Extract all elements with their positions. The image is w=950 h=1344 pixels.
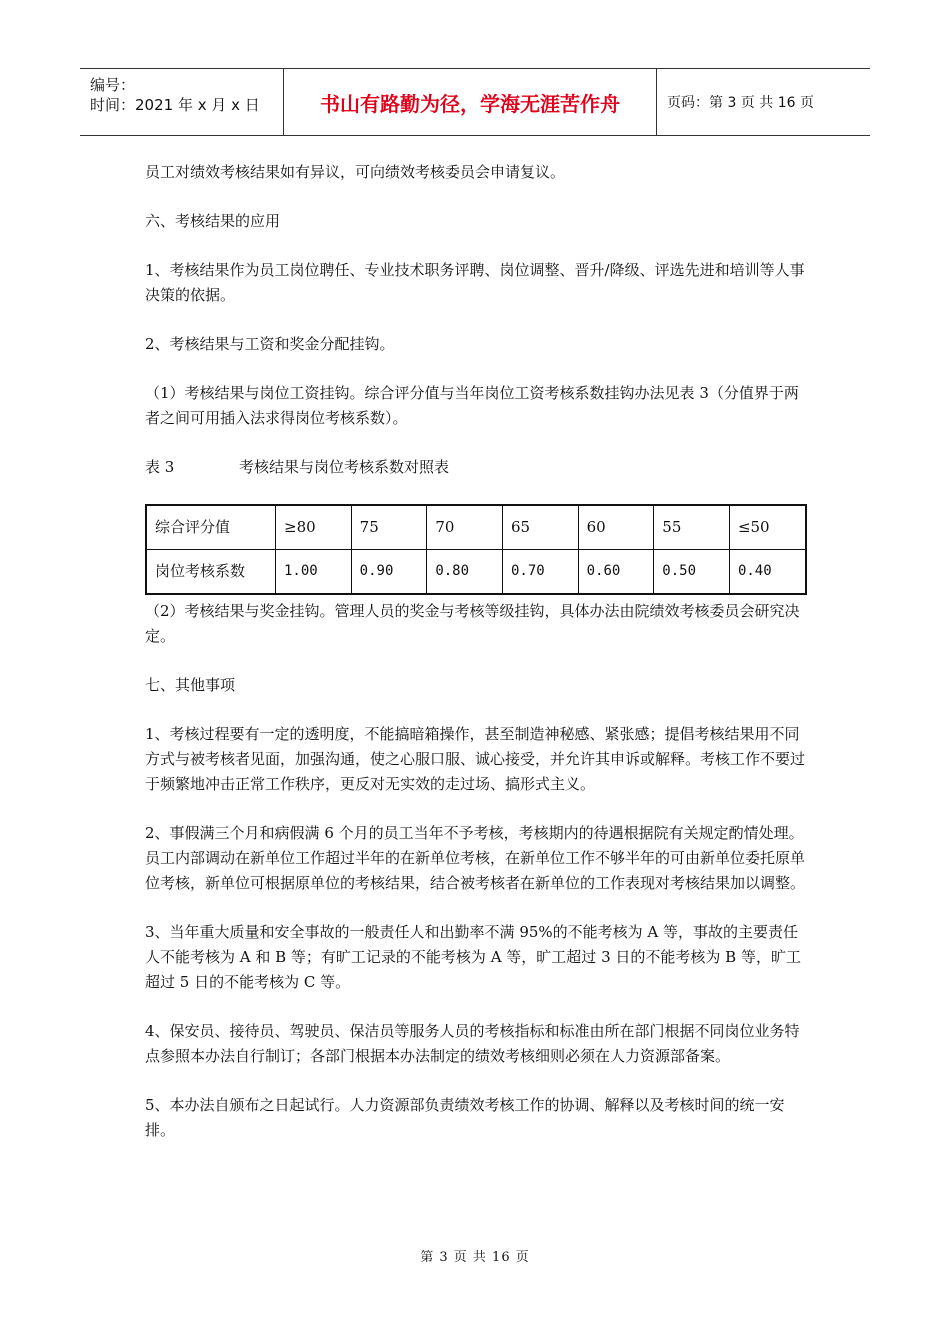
table-caption bbox=[145, 455, 810, 480]
section-heading-6: 六、考核结果的应用 bbox=[145, 212, 281, 230]
section-heading-7: 七、其他事项 bbox=[145, 676, 236, 694]
paragraph: 1、考核结果作为员工岗位聘任、专业技术职务评聘、岗位调整、晋升/降级、评选先进和培训等人事决策的依据。 bbox=[145, 261, 805, 304]
table-caption-title: 考核结果与岗位考核系数对照表 bbox=[239, 458, 450, 476]
table-row bbox=[146, 505, 806, 550]
paragraph: 2、考核结果与工资和奖金分配挂钩。 bbox=[145, 335, 395, 353]
paragraph: 4、保安员、接待员、驾驶员、保洁员等服务人员的考核指标和标准由所在部门根据不同岗位业务特点参照本办法自行制订；各部门根据本办法制定的绩效考核细则必须在人力资源部备案。 bbox=[145, 1022, 800, 1065]
table-cell: ≥80 bbox=[276, 505, 352, 550]
document-body bbox=[145, 160, 810, 1167]
paragraph: 员工对绩效考核结果如有异议，可向绩效考核委员会申请复议。 bbox=[145, 163, 566, 181]
header-motto: 书山有路勤为径，学海无涯苦作舟 bbox=[283, 69, 657, 135]
table-cell: 75 bbox=[351, 505, 427, 550]
table-cell: 0.90 bbox=[351, 550, 427, 595]
table-cell: 0.50 bbox=[654, 550, 730, 595]
table-cell: ≤50 bbox=[729, 505, 806, 550]
table-cell: 1.00 bbox=[276, 550, 352, 595]
table-row-header: 岗位考核系数 bbox=[146, 550, 276, 595]
paragraph: 5、本办法自颁布之日起试行。人力资源部负责绩效考核工作的协调、解释以及考核时间的统一安排。 bbox=[145, 1096, 785, 1139]
header-time: 时间：2021 年 x 月 x 日 bbox=[90, 96, 260, 114]
page-footer: 第 3 页 共 16 页 bbox=[420, 1250, 530, 1265]
table-row-header: 综合评分值 bbox=[146, 505, 276, 550]
table-cell: 70 bbox=[427, 505, 503, 550]
table-cell: 0.40 bbox=[729, 550, 806, 595]
header-page-info: 页码：第 3 页 共 16 页 bbox=[667, 95, 814, 111]
table-row bbox=[146, 550, 806, 595]
table-cell: 0.70 bbox=[502, 550, 578, 595]
coefficient-table bbox=[145, 504, 807, 595]
header-meta bbox=[80, 69, 283, 135]
paragraph: （1）考核结果与岗位工资挂钩。综合评分值与当年岗位工资考核系数挂钩办法见表 3（分值界于两者之间可用插入法求得岗位考核系数）。 bbox=[145, 384, 799, 427]
paragraph: 3、当年重大质量和安全事故的一般责任人和出勤率不满 95%的不能考核为 A 等，事故的主要责任人不能考核为 A 和 B 等；有旷工记录的不能考核为 A 等，旷工超过 3 日的不能考核为 B 等，旷工超过 5 日的不能考核为 C 等。 bbox=[145, 923, 801, 991]
table-cell: 65 bbox=[502, 505, 578, 550]
page-header bbox=[80, 68, 870, 136]
table-cell: 0.80 bbox=[427, 550, 503, 595]
table-caption-number: 表 3 bbox=[145, 458, 175, 476]
table-cell: 60 bbox=[578, 505, 654, 550]
header-number: 编号： bbox=[90, 76, 136, 94]
paragraph: 2、事假满三个月和病假满 6 个月的员工当年不予考核，考核期内的待遇根据院有关规定酌情处理。员工内部调动在新单位工作超过半年的在新单位考核，在新单位工作不够半年的可由新单位委托原单位考核，新单位可根据原单位的考核结果，结合被考核者在新单位的工作表现对考核结果加以调整。 bbox=[145, 824, 806, 892]
table-cell: 0.60 bbox=[578, 550, 654, 595]
table-cell: 55 bbox=[654, 505, 730, 550]
paragraph: （2）考核结果与奖金挂钩。管理人员的奖金与考核等级挂钩，具体办法由院绩效考核委员会研究决定。 bbox=[145, 602, 800, 645]
paragraph: 1、考核过程要有一定的透明度，不能搞暗箱操作，甚至制造神秘感、紧张感；提倡考核结果用不同方式与被考核者见面，加强沟通，使之心服口服、诚心接受，并允许其申诉或解释。考核工作不要过于频繁地冲击正常工作秩序，更反对无实效的走过场、搞形式主义。 bbox=[145, 725, 806, 793]
